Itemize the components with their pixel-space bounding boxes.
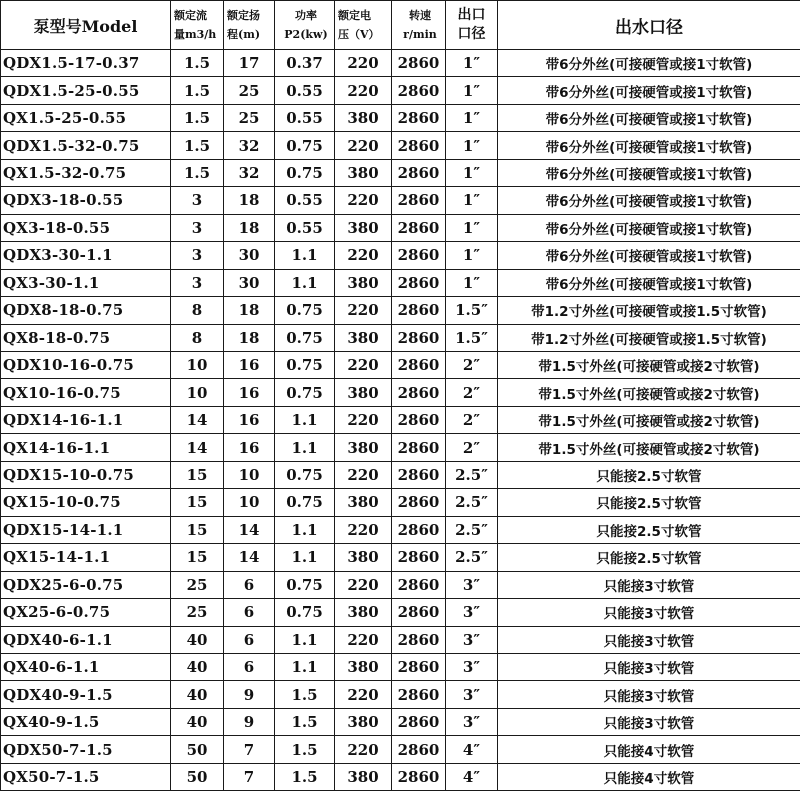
- cell-outlet: 1″: [446, 132, 498, 159]
- table-row: [1, 516, 800, 543]
- cell-head: 16: [224, 406, 275, 433]
- cell-head: 16: [224, 434, 275, 461]
- cell-power: 0.75: [275, 379, 335, 406]
- cell-speed: 2860: [392, 187, 446, 214]
- cell-outlet: 1″: [446, 187, 498, 214]
- cell-power: 0.75: [275, 461, 335, 488]
- cell-model: QDX15-14-1.1: [1, 516, 171, 543]
- cell-outlet: 1.5″: [446, 297, 498, 324]
- cell-voltage: 220: [335, 736, 392, 763]
- table-row: [1, 132, 800, 159]
- cell-power: 0.75: [275, 351, 335, 378]
- cell-head: 6: [224, 626, 275, 653]
- cell-flow: 14: [171, 406, 224, 433]
- cell-outlet: 1.5″: [446, 324, 498, 351]
- cell-outlet-desc: 只能接3寸软管: [498, 681, 800, 708]
- cell-flow: 15: [171, 489, 224, 516]
- cell-flow: 25: [171, 571, 224, 598]
- cell-voltage: 220: [335, 50, 392, 77]
- cell-model: QX8-18-0.75: [1, 324, 171, 351]
- cell-head: 6: [224, 599, 275, 626]
- cell-power: 0.75: [275, 297, 335, 324]
- cell-speed: 2860: [392, 763, 446, 790]
- table-row: [1, 242, 800, 269]
- table-row: [1, 297, 800, 324]
- cell-power: 0.75: [275, 489, 335, 516]
- cell-outlet-desc: 只能接2.5寸软管: [498, 516, 800, 543]
- cell-head: 16: [224, 351, 275, 378]
- cell-flow: 50: [171, 763, 224, 790]
- cell-head: 6: [224, 653, 275, 680]
- table-row: [1, 736, 800, 763]
- cell-outlet-desc: 只能接2.5寸软管: [498, 489, 800, 516]
- cell-voltage: 380: [335, 434, 392, 461]
- cell-outlet-desc: 只能接2.5寸软管: [498, 461, 800, 488]
- cell-flow: 1.5: [171, 159, 224, 186]
- cell-voltage: 380: [335, 489, 392, 516]
- cell-outlet-desc: 只能接3寸软管: [498, 599, 800, 626]
- cell-voltage: 220: [335, 351, 392, 378]
- cell-outlet: 3″: [446, 708, 498, 735]
- cell-outlet-desc: 带1.5寸外丝(可接硬管或接2寸软管): [498, 379, 800, 406]
- cell-head: 10: [224, 461, 275, 488]
- cell-outlet-desc: 带1.5寸外丝(可接硬管或接2寸软管): [498, 351, 800, 378]
- cell-flow: 3: [171, 187, 224, 214]
- cell-model: QDX10-16-0.75: [1, 351, 171, 378]
- header-outlet-desc: 出水口径: [498, 1, 800, 50]
- cell-flow: 3: [171, 269, 224, 296]
- header-power: [275, 1, 335, 50]
- cell-speed: 2860: [392, 653, 446, 680]
- cell-speed: 2860: [392, 324, 446, 351]
- cell-model: QX15-10-0.75: [1, 489, 171, 516]
- header-head-line1: 额定扬: [227, 9, 260, 22]
- cell-outlet: 1″: [446, 242, 498, 269]
- cell-speed: 2860: [392, 461, 446, 488]
- cell-flow: 25: [171, 599, 224, 626]
- cell-outlet: 1″: [446, 159, 498, 186]
- cell-power: 0.55: [275, 187, 335, 214]
- cell-head: 25: [224, 77, 275, 104]
- cell-speed: 2860: [392, 736, 446, 763]
- cell-head: 32: [224, 132, 275, 159]
- cell-outlet: 3″: [446, 571, 498, 598]
- table-row: [1, 489, 800, 516]
- cell-speed: 2860: [392, 379, 446, 406]
- cell-voltage: 220: [335, 571, 392, 598]
- cell-model: QDX3-30-1.1: [1, 242, 171, 269]
- cell-power: 0.55: [275, 77, 335, 104]
- cell-model: QX15-14-1.1: [1, 544, 171, 571]
- cell-outlet: 3″: [446, 653, 498, 680]
- cell-speed: 2860: [392, 626, 446, 653]
- table-row: [1, 544, 800, 571]
- cell-outlet-desc: 带1.2寸外丝(可接硬管或接1.5寸软管): [498, 324, 800, 351]
- cell-model: QX40-6-1.1: [1, 653, 171, 680]
- table-row: [1, 681, 800, 708]
- cell-power: 1.1: [275, 653, 335, 680]
- table-row: [1, 379, 800, 406]
- cell-voltage: 380: [335, 763, 392, 790]
- cell-head: 14: [224, 516, 275, 543]
- cell-head: 18: [224, 324, 275, 351]
- cell-voltage: 220: [335, 681, 392, 708]
- cell-power: 1.5: [275, 763, 335, 790]
- cell-head: 9: [224, 708, 275, 735]
- cell-flow: 40: [171, 653, 224, 680]
- cell-speed: 2860: [392, 406, 446, 433]
- cell-head: 7: [224, 763, 275, 790]
- cell-outlet-desc: 带6分外丝(可接硬管或接1寸软管): [498, 50, 800, 77]
- cell-flow: 1.5: [171, 77, 224, 104]
- header-flow-line1: 额定流: [174, 9, 207, 22]
- cell-power: 1.1: [275, 434, 335, 461]
- cell-outlet: 3″: [446, 681, 498, 708]
- header-voltage-line2: 压（V）: [338, 28, 380, 41]
- cell-outlet-desc: 带6分外丝(可接硬管或接1寸软管): [498, 132, 800, 159]
- cell-outlet: 4″: [446, 736, 498, 763]
- table-row: [1, 50, 800, 77]
- cell-head: 16: [224, 379, 275, 406]
- cell-voltage: 380: [335, 269, 392, 296]
- cell-flow: 8: [171, 324, 224, 351]
- table-row: [1, 763, 800, 790]
- cell-head: 7: [224, 736, 275, 763]
- table-row: [1, 351, 800, 378]
- cell-power: 1.1: [275, 269, 335, 296]
- cell-outlet: 3″: [446, 626, 498, 653]
- cell-power: 1.1: [275, 516, 335, 543]
- cell-speed: 2860: [392, 599, 446, 626]
- header-outlet: [446, 1, 498, 50]
- cell-speed: 2860: [392, 269, 446, 296]
- cell-voltage: 220: [335, 242, 392, 269]
- header-voltage: [335, 1, 392, 50]
- cell-power: 0.75: [275, 599, 335, 626]
- table-body: [1, 50, 800, 791]
- cell-voltage: 220: [335, 461, 392, 488]
- cell-outlet-desc: 只能接4寸软管: [498, 736, 800, 763]
- cell-power: 1.5: [275, 708, 335, 735]
- cell-outlet: 2″: [446, 434, 498, 461]
- cell-voltage: 220: [335, 626, 392, 653]
- cell-flow: 15: [171, 516, 224, 543]
- cell-model: QX25-6-0.75: [1, 599, 171, 626]
- table-row: [1, 104, 800, 131]
- cell-outlet: 2″: [446, 379, 498, 406]
- cell-speed: 2860: [392, 104, 446, 131]
- header-voltage-line1: 额定电: [338, 9, 371, 22]
- cell-flow: 14: [171, 434, 224, 461]
- cell-power: 0.75: [275, 159, 335, 186]
- cell-head: 14: [224, 544, 275, 571]
- table-row: [1, 77, 800, 104]
- cell-outlet: 1″: [446, 50, 498, 77]
- cell-outlet-desc: 只能接3寸软管: [498, 626, 800, 653]
- header-model: 泵型号Model: [1, 1, 171, 50]
- cell-flow: 10: [171, 351, 224, 378]
- header-flow: [171, 1, 224, 50]
- cell-outlet-desc: 带6分外丝(可接硬管或接1寸软管): [498, 77, 800, 104]
- cell-model: QDX25-6-0.75: [1, 571, 171, 598]
- cell-model: QDX40-6-1.1: [1, 626, 171, 653]
- table-row: [1, 708, 800, 735]
- cell-outlet-desc: 带6分外丝(可接硬管或接1寸软管): [498, 242, 800, 269]
- cell-flow: 10: [171, 379, 224, 406]
- cell-outlet: 4″: [446, 763, 498, 790]
- cell-power: 0.75: [275, 571, 335, 598]
- cell-model: QDX1.5-25-0.55: [1, 77, 171, 104]
- cell-voltage: 220: [335, 187, 392, 214]
- cell-speed: 2860: [392, 489, 446, 516]
- table-row: [1, 571, 800, 598]
- cell-head: 18: [224, 297, 275, 324]
- cell-head: 9: [224, 681, 275, 708]
- cell-voltage: 220: [335, 516, 392, 543]
- cell-head: 18: [224, 214, 275, 241]
- cell-model: QX3-18-0.55: [1, 214, 171, 241]
- cell-model: QDX8-18-0.75: [1, 297, 171, 324]
- cell-head: 6: [224, 571, 275, 598]
- cell-model: QDX1.5-32-0.75: [1, 132, 171, 159]
- cell-head: 10: [224, 489, 275, 516]
- cell-model: QX14-16-1.1: [1, 434, 171, 461]
- header-speed-line1: 转速: [409, 9, 431, 22]
- cell-speed: 2860: [392, 434, 446, 461]
- cell-outlet-desc: 只能接4寸软管: [498, 763, 800, 790]
- cell-outlet-desc: 带1.5寸外丝(可接硬管或接2寸软管): [498, 406, 800, 433]
- cell-flow: 15: [171, 461, 224, 488]
- cell-voltage: 380: [335, 104, 392, 131]
- table-row: [1, 159, 800, 186]
- cell-speed: 2860: [392, 681, 446, 708]
- cell-voltage: 380: [335, 379, 392, 406]
- cell-voltage: 220: [335, 297, 392, 324]
- cell-speed: 2860: [392, 544, 446, 571]
- cell-model: QDX14-16-1.1: [1, 406, 171, 433]
- header-power-line1: 功率: [295, 9, 317, 22]
- cell-outlet-desc: 带6分外丝(可接硬管或接1寸软管): [498, 104, 800, 131]
- cell-flow: 40: [171, 626, 224, 653]
- cell-outlet: 2″: [446, 406, 498, 433]
- cell-flow: 40: [171, 708, 224, 735]
- cell-outlet-desc: 只能接3寸软管: [498, 708, 800, 735]
- cell-outlet: 1″: [446, 269, 498, 296]
- header-head-line2: 程(m): [227, 28, 261, 41]
- cell-speed: 2860: [392, 242, 446, 269]
- cell-power: 0.55: [275, 104, 335, 131]
- cell-flow: 8: [171, 297, 224, 324]
- header-speed-line2: r/min: [403, 28, 437, 41]
- cell-model: QX3-30-1.1: [1, 269, 171, 296]
- cell-voltage: 220: [335, 132, 392, 159]
- cell-speed: 2860: [392, 77, 446, 104]
- cell-model: QX50-7-1.5: [1, 763, 171, 790]
- cell-voltage: 380: [335, 544, 392, 571]
- cell-outlet-desc: 带1.2寸外丝(可接硬管或接1.5寸软管): [498, 297, 800, 324]
- cell-speed: 2860: [392, 708, 446, 735]
- cell-flow: 40: [171, 681, 224, 708]
- cell-model: QX1.5-32-0.75: [1, 159, 171, 186]
- cell-power: 1.1: [275, 406, 335, 433]
- cell-power: 1.1: [275, 626, 335, 653]
- cell-voltage: 380: [335, 708, 392, 735]
- header-flow-line2: 量m3/h: [174, 28, 217, 41]
- cell-speed: 2860: [392, 571, 446, 598]
- cell-flow: 50: [171, 736, 224, 763]
- table-row: [1, 187, 800, 214]
- table-row: [1, 269, 800, 296]
- cell-head: 32: [224, 159, 275, 186]
- table-row: [1, 626, 800, 653]
- header-outlet-line2: 口径: [457, 26, 486, 42]
- header-outlet-line1: 出口: [457, 7, 486, 23]
- cell-flow: 3: [171, 242, 224, 269]
- cell-flow: 15: [171, 544, 224, 571]
- cell-outlet: 2″: [446, 351, 498, 378]
- cell-outlet: 2.5″: [446, 461, 498, 488]
- cell-speed: 2860: [392, 159, 446, 186]
- cell-speed: 2860: [392, 214, 446, 241]
- cell-model: QDX50-7-1.5: [1, 736, 171, 763]
- cell-head: 30: [224, 242, 275, 269]
- cell-speed: 2860: [392, 50, 446, 77]
- cell-head: 30: [224, 269, 275, 296]
- cell-outlet: 2.5″: [446, 544, 498, 571]
- cell-speed: 2860: [392, 297, 446, 324]
- cell-outlet: 1″: [446, 77, 498, 104]
- table-row: [1, 406, 800, 433]
- cell-voltage: 220: [335, 406, 392, 433]
- cell-flow: 3: [171, 214, 224, 241]
- cell-power: 1.1: [275, 544, 335, 571]
- cell-head: 25: [224, 104, 275, 131]
- cell-speed: 2860: [392, 132, 446, 159]
- cell-power: 1.5: [275, 681, 335, 708]
- cell-outlet-desc: 带6分外丝(可接硬管或接1寸软管): [498, 187, 800, 214]
- cell-outlet-desc: 只能接3寸软管: [498, 653, 800, 680]
- cell-model: QDX3-18-0.55: [1, 187, 171, 214]
- table-row: [1, 653, 800, 680]
- cell-model: QDX15-10-0.75: [1, 461, 171, 488]
- cell-voltage: 380: [335, 324, 392, 351]
- cell-power: 1.5: [275, 736, 335, 763]
- cell-power: 0.55: [275, 214, 335, 241]
- cell-model: QX40-9-1.5: [1, 708, 171, 735]
- cell-head: 17: [224, 50, 275, 77]
- cell-voltage: 380: [335, 159, 392, 186]
- cell-model: QDX40-9-1.5: [1, 681, 171, 708]
- cell-voltage: 380: [335, 653, 392, 680]
- cell-power: 1.1: [275, 242, 335, 269]
- cell-head: 18: [224, 187, 275, 214]
- cell-outlet-desc: 只能接2.5寸软管: [498, 544, 800, 571]
- cell-voltage: 220: [335, 77, 392, 104]
- cell-outlet: 2.5″: [446, 489, 498, 516]
- cell-power: 0.75: [275, 132, 335, 159]
- cell-outlet: 2.5″: [446, 516, 498, 543]
- cell-flow: 1.5: [171, 132, 224, 159]
- table-row: [1, 214, 800, 241]
- cell-outlet-desc: 带1.5寸外丝(可接硬管或接2寸软管): [498, 434, 800, 461]
- table-row: [1, 324, 800, 351]
- header-power-line2: P2(kw): [284, 28, 328, 41]
- table-row: [1, 599, 800, 626]
- cell-speed: 2860: [392, 516, 446, 543]
- cell-outlet-desc: 只能接3寸软管: [498, 571, 800, 598]
- cell-outlet: 1″: [446, 214, 498, 241]
- cell-model: QDX1.5-17-0.37: [1, 50, 171, 77]
- cell-model: QX1.5-25-0.55: [1, 104, 171, 131]
- cell-outlet: 3″: [446, 599, 498, 626]
- table-row: [1, 461, 800, 488]
- cell-voltage: 380: [335, 599, 392, 626]
- cell-voltage: 380: [335, 214, 392, 241]
- cell-outlet-desc: 带6分外丝(可接硬管或接1寸软管): [498, 159, 800, 186]
- cell-power: 0.75: [275, 324, 335, 351]
- header-head: [224, 1, 275, 50]
- cell-power: 0.37: [275, 50, 335, 77]
- table-row: [1, 434, 800, 461]
- cell-speed: 2860: [392, 351, 446, 378]
- cell-flow: 1.5: [171, 50, 224, 77]
- cell-flow: 1.5: [171, 104, 224, 131]
- cell-model: QX10-16-0.75: [1, 379, 171, 406]
- cell-outlet-desc: 带6分外丝(可接硬管或接1寸软管): [498, 269, 800, 296]
- header-speed: [392, 1, 446, 50]
- cell-outlet-desc: 带6分外丝(可接硬管或接1寸软管): [498, 214, 800, 241]
- header-row: [1, 1, 800, 50]
- cell-outlet: 1″: [446, 104, 498, 131]
